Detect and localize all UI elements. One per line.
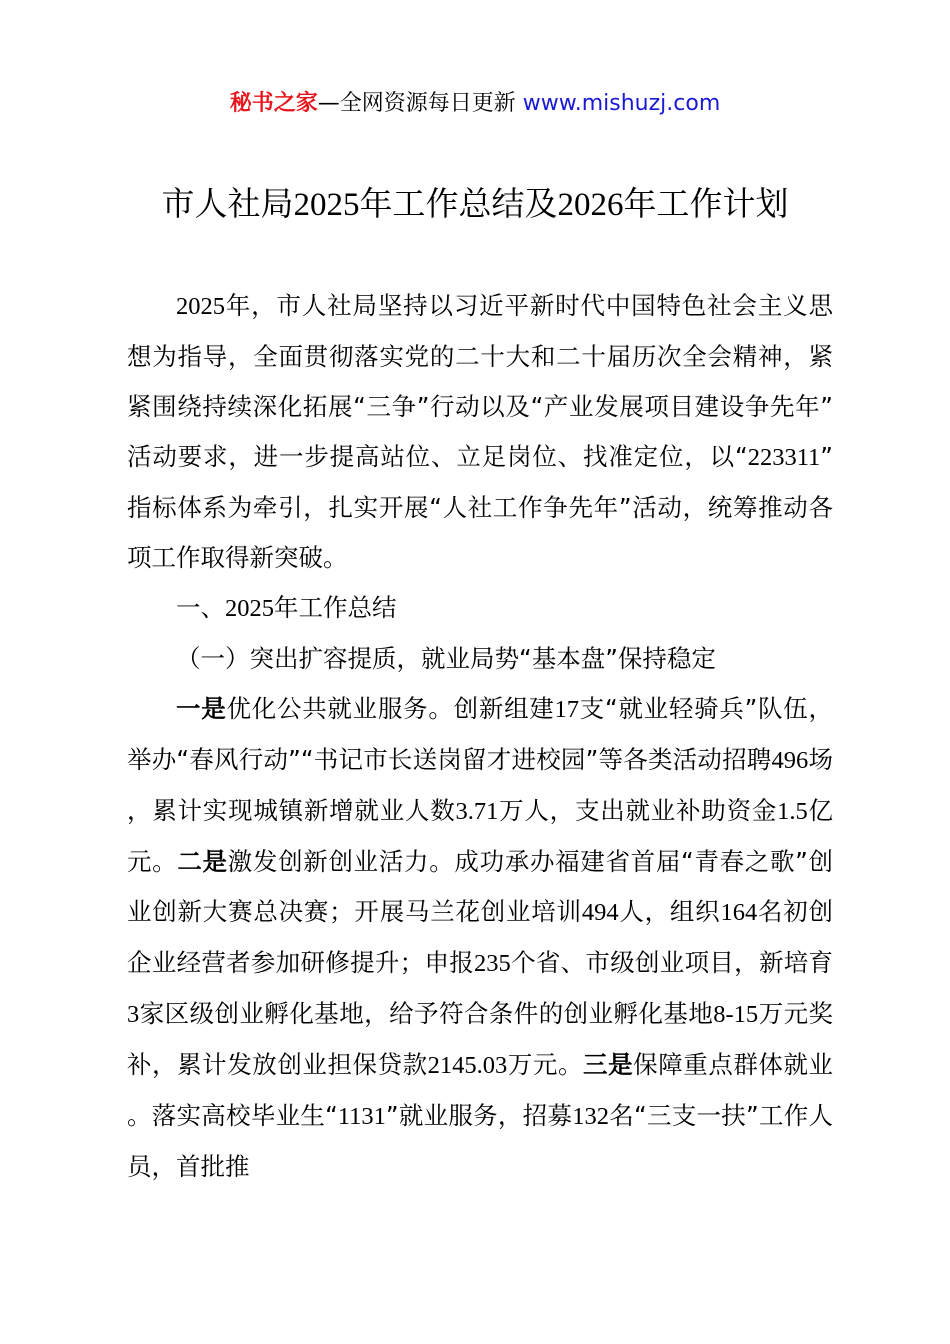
employment-paragraph xyxy=(127,684,833,1192)
point-text-2: 激发创新创业活力。成功承办福建省首届“青春之歌”创业创新大赛总决赛；开展马兰花创业培训494人，组织164名初创企业经营者参加研修提升；申报235个省、市级创业项目，新培育3家区级创业孵化基地，给予符合条件的创业孵化基地8-15万元奖补，累计发放创业担保贷款2145.03万元。 xyxy=(127,847,834,1079)
point-lead-3: 三是 xyxy=(583,1050,634,1079)
document-title: 市人社局2025年工作总结及2026年工作计划 xyxy=(161,184,789,223)
point-lead-2: 二是 xyxy=(177,847,228,876)
site-header xyxy=(0,88,950,120)
site-brand: 秘书之家 xyxy=(229,91,318,116)
site-url-link[interactable]: www.mishuzj.com xyxy=(522,91,721,116)
document-body xyxy=(127,281,833,1192)
subsection-heading: （一）突出扩容提质，就业局势“基本盘”保持稳定 xyxy=(176,644,716,673)
section-heading: 一、2025年工作总结 xyxy=(176,593,397,622)
point-lead-1: 一是 xyxy=(176,694,227,723)
point-text-1: 优化公共就业服务。创新组建17支“就业轻骑兵”队伍，举办“春风行动”“书记市长送岗留才进校园”等各类活动招聘496场，累计实现城镇新增就业人数3.71万人，支出就业补助资金1.5亿元。 xyxy=(127,694,834,876)
point-text-3: 保障重点群体就业。落实高校毕业生“1131”就业服务，招募132名“三支一扶”工作人员，首批推 xyxy=(127,1050,834,1181)
site-slogan: —全网资源每日更新 xyxy=(317,91,523,116)
intro-paragraph: 2025年，市人社局坚持以习近平新时代中国特色社会主义思想为指导，全面贯彻落实党的二十大和二十届历次全会精神，紧紧围绕持续深化拓展“三争”行动以及“产业发展项目建设争先年”活动要求，进一步提高站位、立足岗位、找准定位，以“223311”指标体系为牵引，扎实开展“人社工作争先年”活动，统筹推动各项工作取得新突破。 xyxy=(127,291,833,572)
